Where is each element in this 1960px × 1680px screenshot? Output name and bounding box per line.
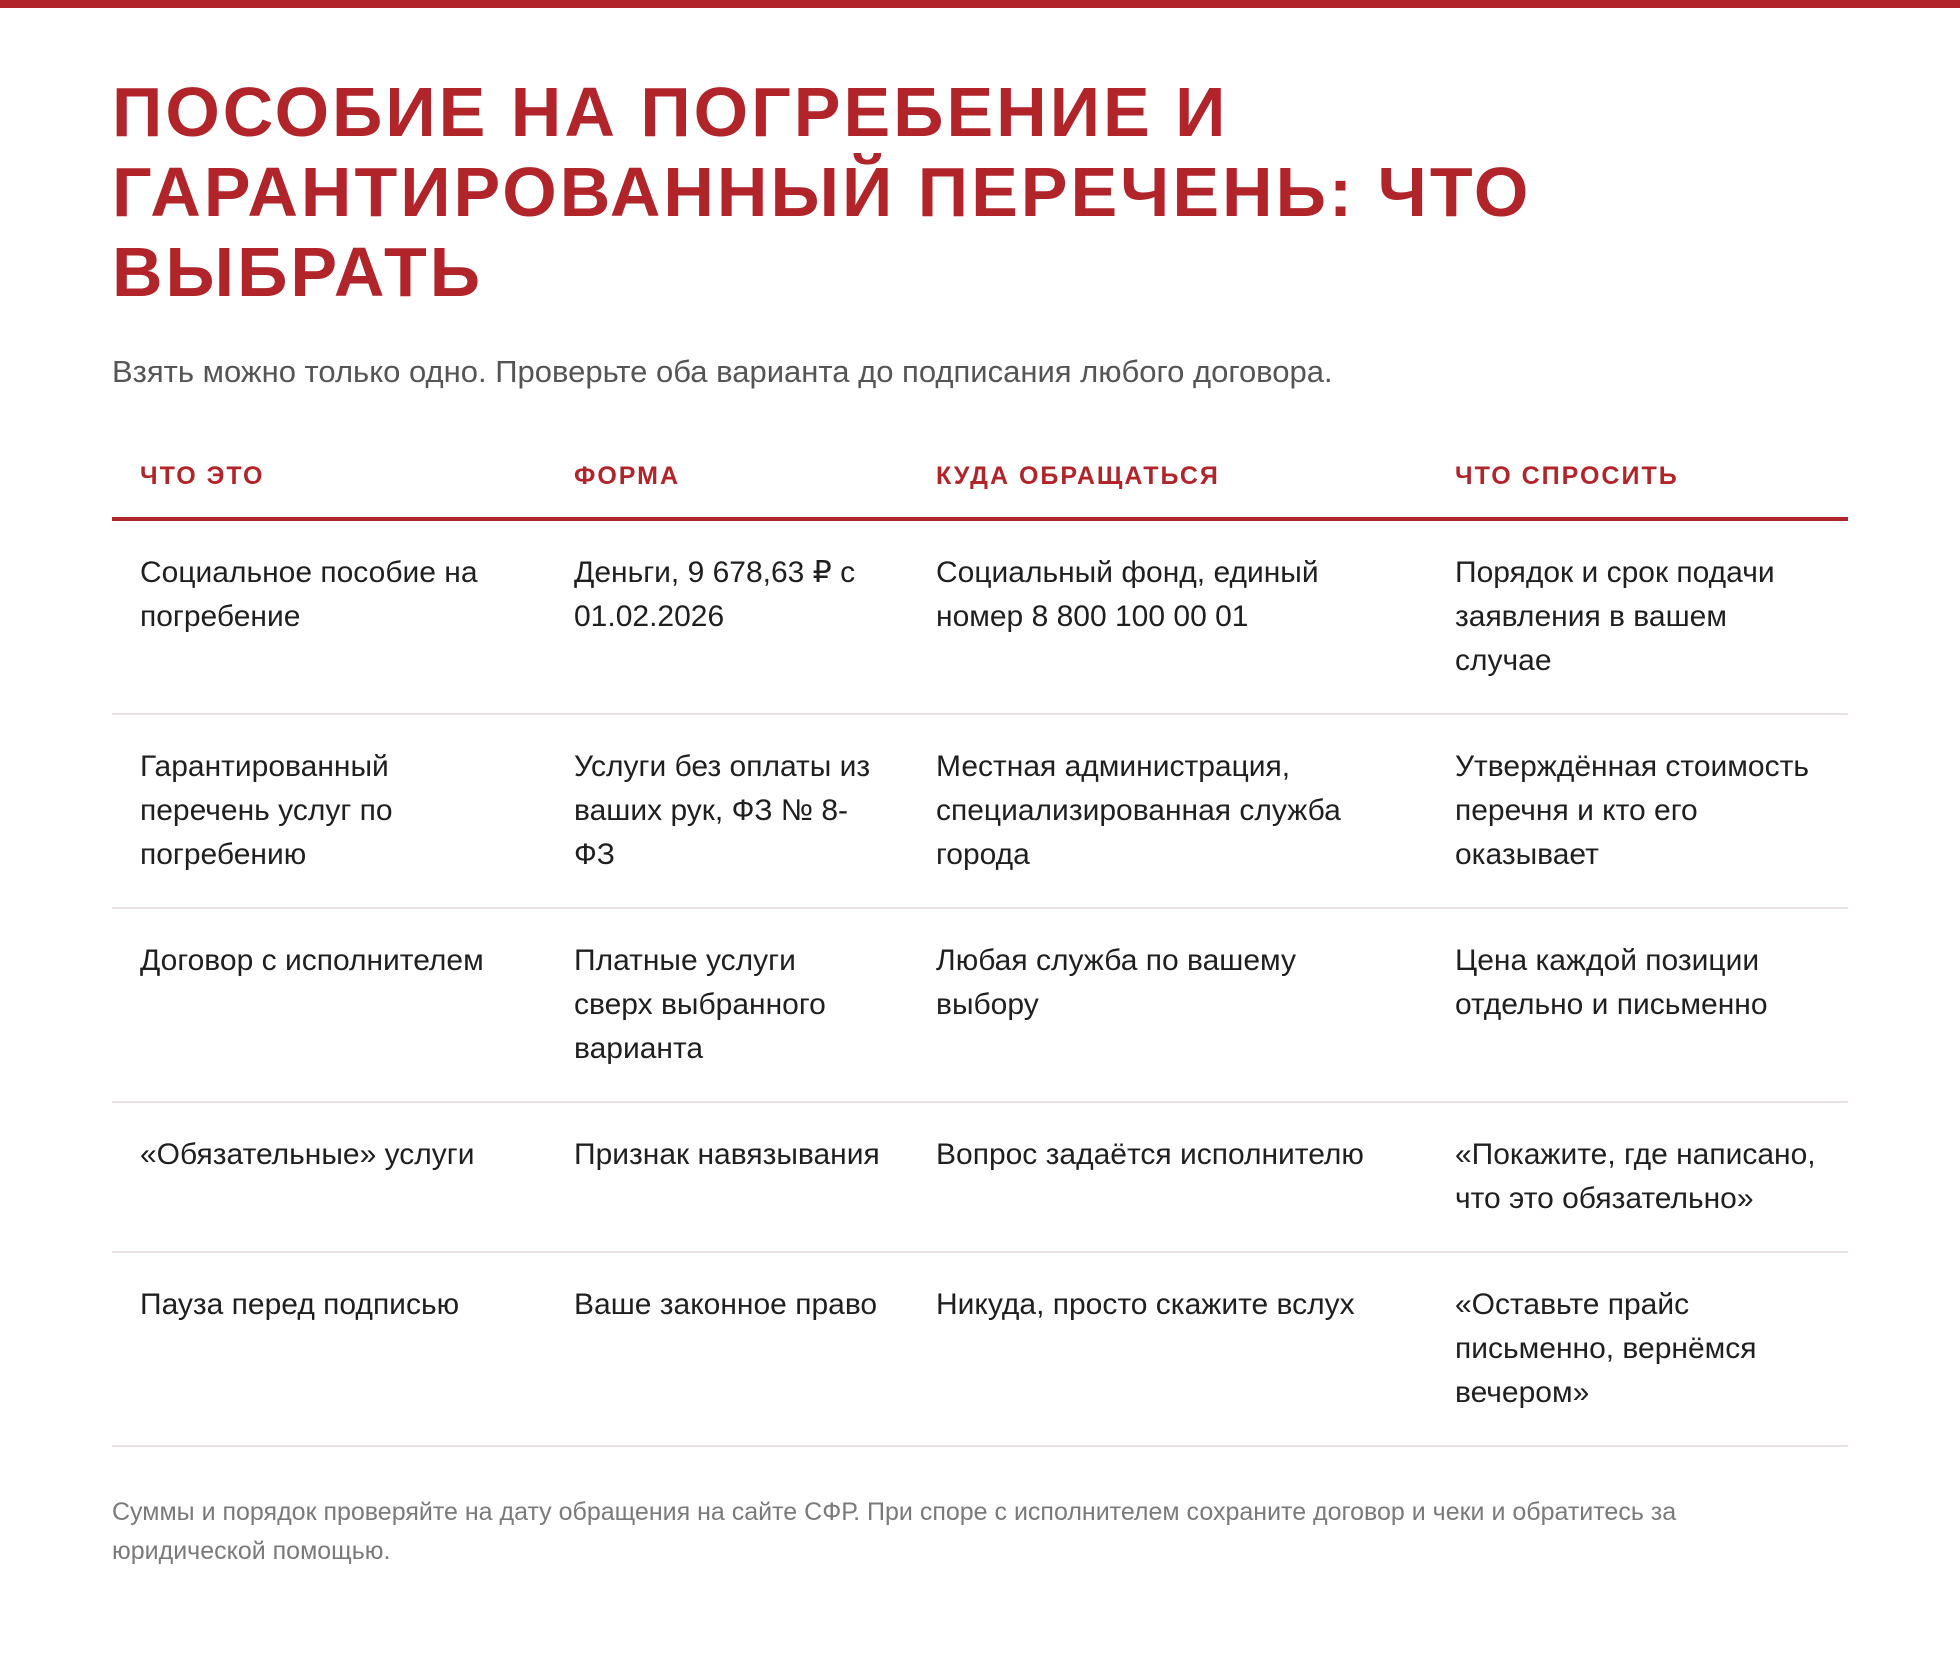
- column-header-form: ФОРМА: [546, 462, 908, 519]
- cell-what: Пауза перед подписью: [112, 1252, 546, 1446]
- cell-ask: «Оставьте прайс письменно, вернёмся вечером»: [1427, 1252, 1848, 1446]
- cell-form: Деньги, 9 678,63 ₽ с 01.02.2026: [546, 519, 908, 714]
- cell-form: Признак навязывания: [546, 1102, 908, 1252]
- table-header-row: [112, 462, 1848, 519]
- cell-form: Услуги без оплаты из ваших рук, ФЗ № 8-ФЗ: [546, 714, 908, 908]
- table-row: [112, 908, 1848, 1102]
- cell-form: Платные услуги сверх выбранного варианта: [546, 908, 908, 1102]
- column-header-where: КУДА ОБРАЩАТЬСЯ: [908, 462, 1427, 519]
- cell-ask: Порядок и срок подачи заявления в вашем случае: [1427, 519, 1848, 714]
- cell-where: Никуда, просто скажите вслух: [908, 1252, 1427, 1446]
- cell-where: Любая служба по вашему выбору: [908, 908, 1427, 1102]
- column-header-ask: ЧТО СПРОСИТЬ: [1427, 462, 1848, 519]
- cell-what: Социальное пособие на погребение: [112, 519, 546, 714]
- comparison-table: [112, 462, 1848, 1447]
- cell-what: Гарантированный перечень услуг по погребению: [112, 714, 546, 908]
- cell-where: Социальный фонд, единый номер 8 800 100 00 01: [908, 519, 1427, 714]
- table-row: [112, 1252, 1848, 1446]
- top-accent-bar: [0, 0, 1960, 8]
- cell-where: Местная администрация, специализированная служба города: [908, 714, 1427, 908]
- table-row: [112, 714, 1848, 908]
- cell-where: Вопрос задаётся исполнителю: [908, 1102, 1427, 1252]
- cell-what: Договор с исполнителем: [112, 908, 546, 1102]
- cell-form: Ваше законное право: [546, 1252, 908, 1446]
- page-subtitle: Взять можно только одно. Проверьте оба варианта до подписания любого договора.: [112, 354, 1333, 389]
- cell-what: «Обязательные» услуги: [112, 1102, 546, 1252]
- page-content: [112, 72, 1848, 1596]
- cell-ask: Цена каждой позиции отдельно и письменно: [1427, 908, 1848, 1102]
- column-header-what: ЧТО ЭТО: [112, 462, 546, 519]
- table-row: [112, 1102, 1848, 1252]
- table-row: [112, 519, 1848, 714]
- page-title: ПОСОБИЕ НА ПОГРЕБЕНИЕ И ГАРАНТИРОВАННЫЙ ПЕРЕЧЕНЬ: ЧТО ВЫБРАТЬ: [112, 73, 1532, 311]
- footnote: Суммы и порядок проверяйте на дату обращения на сайте СФР. При споре с исполнителем сохраните договор и чеки и обратитесь за юридической помощью.: [112, 1498, 1677, 1565]
- cell-ask: Утверждённая стоимость перечня и кто его оказывает: [1427, 714, 1848, 908]
- cell-ask: «Покажите, где написано, что это обязательно»: [1427, 1102, 1848, 1252]
